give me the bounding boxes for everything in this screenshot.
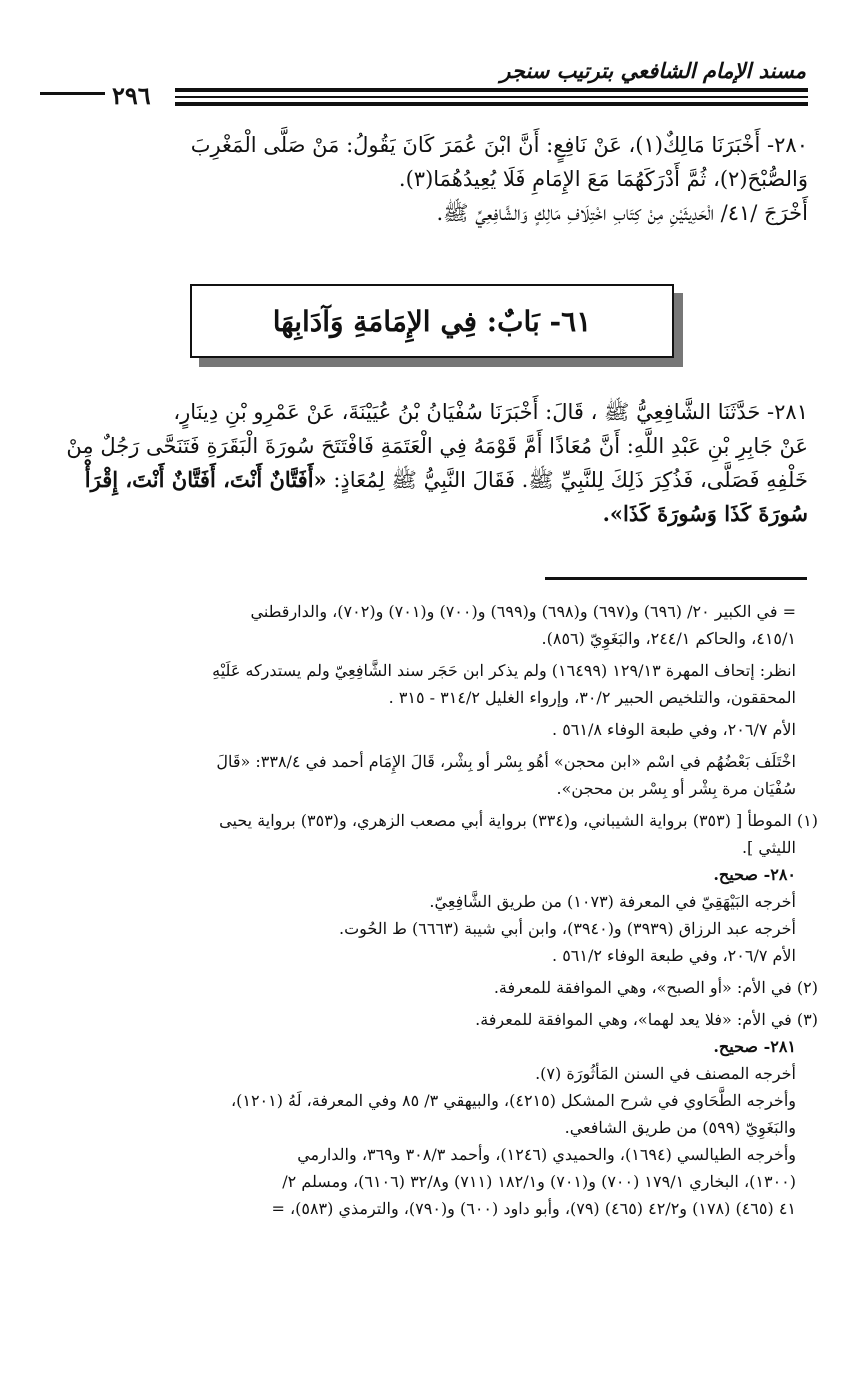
footnote-line: الأم ٢٠٦/٧، وفي طبعة الوفاء ٥٦١/٨ . (552, 720, 796, 739)
footnote-line: وأخرجه الطيالسي (١٦٩٤)، والحميدي (١٢٤٦)، وأحمد ٣٠٨/٣ و٣٦٩، والدارمي (297, 1145, 796, 1164)
footnote-line: (٢) في الأم: «أو الصبح»، وهي الموافقة للمعرفة. (493, 978, 818, 997)
hadith-280-line: ٢٨٠- أَخْبَرَنَا مَالِكٌ(١)، عَنْ نَافِعٍ: أَنَّ ابْنَ عُمَرَ كَانَ يَقُولُ: مَنْ صَلَّى الْمَغْرِبَ (190, 133, 808, 157)
grading-heading: ٢٨٠- صحيح. (713, 865, 796, 884)
hadith-281-line: ٢٨١- حَدَّثَنَا الشَّافِعِيُّ ﷺ ، قَالَ: أَخْبَرَنَا سُفْيَانُ بْنُ عُيَيْنَةَ، عَنْ عَمْرِو بْنِ دِينَارٍ، (173, 400, 808, 424)
running-title: مسند الإمام الشافعي بترتيب سنجر (500, 58, 806, 83)
footnote-line: أخرجه عبد الرزاق (٣٩٣٩) و(٣٩٤٠)، وابن أبي شيبة (٦٦٦٣) ط الحُوت. (338, 919, 796, 938)
footnote-2 (40, 974, 818, 1001)
hadith-281-text: خَلْفِهِ فَصَلَّى، فَذُكِرَ ذَلِكَ لِلنَّبِيِّ ﷺ. فَقَالَ النَّبِيُّ ﷺ لِمُعَاذٍ: (333, 468, 808, 492)
chapter-heading-box (190, 284, 674, 358)
chapter-title: ٦١- بَابٌ: فِي الإِمَامَةِ وَآدَابِهَا (272, 304, 592, 338)
footnotes (40, 598, 818, 1227)
page-number: ٢٩٦ (112, 81, 151, 110)
footnote-line: الأم ٢٠٦/٧، وفي طبعة الوفاء ٥٦١/٢ . (552, 946, 796, 965)
page-number-rule (40, 92, 105, 95)
footnote-line: ٤١٥/١، والحاكم ٢٤٤/١، والبَغَوِيّ (٨٥٦). (541, 629, 796, 648)
footnote-line: أخرجه البَيْهَقِيّ في المعرفة (١٠٧٣) من طريق الشَّافِعِيّ. (429, 892, 796, 911)
footnote-line: (١٣٠٠)، البخاري ١٧٩/١ (٧٠٠) و(٧٠١) و١٨٢/١ (٧١١) و٣٢/٨ (٦١٠٦)، ومسلم ٢/ (282, 1172, 796, 1191)
header-rule-thick-lower (175, 102, 808, 106)
hadith-281-line: عَنْ جَابِرِ بْنِ عَبْدِ اللَّهِ: أَنَّ مُعَاذًا أَمَّ قَوْمَهُ فِي الْعَتَمَةِ فَافْتَتَحَ سُورَةَ الْبَقَرَةِ فَتَنَحَّى رَجُلٌ مِنْ (66, 434, 808, 458)
grading-heading: ٢٨١- صحيح. (713, 1037, 796, 1056)
footnote-line: (٣) في الأم: «فلا يعد لهما»، وهي الموافقة للمعرفة. (475, 1010, 818, 1029)
footnote-line: والبَغَوِيّ (٥٩٩) من طريق الشافعي. (564, 1118, 796, 1137)
footnote-separator (545, 577, 807, 580)
footnote-line: وأخرجه الطَّحَاوي في شرح المشكل (٤٢١٥)، والبيهقي ٣/ ٨٥ وفي المعرفة، لَهُ (١٢٠١)، (230, 1091, 796, 1110)
hadith-280 (45, 128, 808, 230)
hadith-281 (45, 395, 808, 531)
header-rule-thick (175, 88, 808, 92)
footnote-line: أخرجه المصنف في السنن المَأثُورَة (٧). (535, 1064, 796, 1083)
footnote-3 (40, 1006, 818, 1222)
footnote-line: الليثي ]. (741, 838, 796, 857)
header-rule-thin (175, 96, 808, 98)
footnote-line: سُفْيَان مرة بِشْر أو بِسْر بن محجن». (556, 779, 796, 798)
prophetic-saying: «أَفَتَّانٌ أَنْتَ، أَفَتَّانٌ أَنْتَ، إِقْرَأْ (84, 467, 327, 492)
footnote-line: (١) الموطأ [ (٣٥٣) برواية الشيباني، و(٣٣٤) برواية أبي مصعب الزهري، و(٣٥٣) برواية يحيى (219, 811, 818, 830)
footnote-line: ٤١ (٤٦٥) (١٧٨) و٤٢/٢ (٤٦٥) (٧٩)، وأبو داود (٦٠٠) و(٧٩٠)، والترمذي (٥٨٣)، = (271, 1199, 796, 1218)
footnote-umm (40, 716, 818, 743)
footnote-line: انظر: إتحاف المهرة ١٢٩/١٣ (١٦٤٩٩) ولم يذكر ابن حَجَر سند الشَّافِعِيّ ولم يستدركه عَلَيْهِ (212, 661, 796, 680)
footnote-1 (40, 807, 818, 969)
footnote-see-also (40, 657, 818, 711)
prophetic-saying-end: سُورَةَ كَذَا وَسُورَةَ كَذَا». (602, 501, 808, 526)
hadith-281-line (45, 463, 808, 497)
footnote-line: = في الكبير ٢٠/ (٦٩٦) و(٦٩٧) و(٦٩٨) و(٦٩٩) و(٧٠٠) و(٧٠١) و(٧٠٢)، والدارقطني (250, 602, 796, 621)
hadith-280-line: وَالصُّبْحَ(٢)، ثُمَّ أَدْرَكَهُمَا مَعَ الإِمَامِ فَلَا يُعِيدُهُمَا(٣). (398, 167, 808, 191)
footnote-line: المحققون، والتلخيص الحبير ٣٠/٢، وإرواء الغليل ٣١٤/٢ - ٣١٥ . (388, 688, 796, 707)
hadith-280-source: أَخْرَجَ /٤١/ الْحَدِيثَيْنِ مِنْ كِتَابِ اخْتِلَافِ مَالِكٍ وَالشَّافِعِيِّ ﷺ. (436, 201, 808, 225)
footnote-name-dispute (40, 748, 818, 802)
footnote-line: اخْتَلَف بَعْضُهُم في اسْم «ابن محجن» أهُو بِسْر أو بِشْر، قَالَ الإِمَام أحمد في ٣٣٨/٤: «قَالَ (216, 752, 796, 771)
footnote-continued (40, 598, 818, 652)
